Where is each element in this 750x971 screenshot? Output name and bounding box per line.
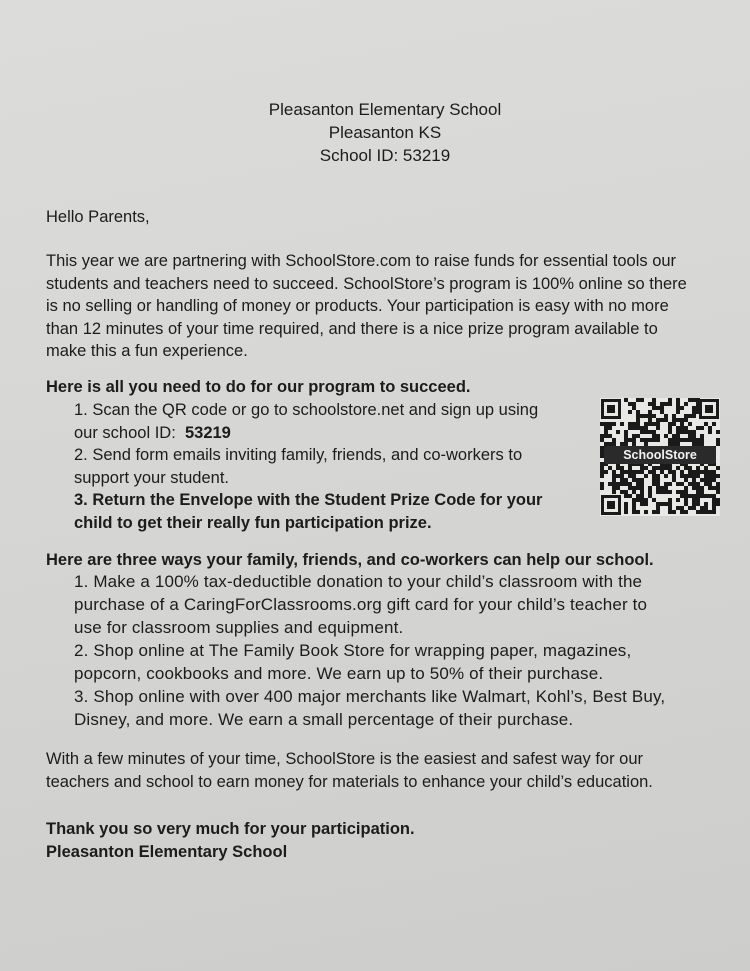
intro-paragraph: [46, 250, 726, 363]
way-line: Disney, and more. We earn a small percentage of their purchase.: [74, 710, 574, 729]
qr-brand-label: SchoolStore: [604, 446, 716, 464]
letter-header: [0, 98, 750, 167]
way-line: 1. Make a 100% tax-deductible donation to your child’s classroom with the: [74, 572, 643, 591]
intro-line: make this a fun experience.: [46, 342, 248, 360]
signature-block: [46, 818, 726, 863]
way-line: 3. Shop online with over 400 major merchants like Walmart, Kohl’s, Best Buy,: [74, 687, 666, 706]
closing-line: teachers and school to earn money for materials to enhance your child’s education.: [46, 772, 653, 791]
intro-line: is no selling or handling of money or products. Your participation is easy with no more: [46, 297, 669, 315]
closing-paragraph: [46, 748, 726, 793]
step-3-line: 3. Return the Envelope with the Student Prize Code for your: [74, 491, 543, 509]
ways-title: Here are three ways your family, friends, and co-workers can help our school.: [46, 551, 654, 569]
steps-list: [74, 399, 594, 534]
step-3-line: child to get their really fun participation prize.: [74, 513, 432, 532]
way-line: popcorn, cookbooks and more. We earn up to 50% of their purchase.: [74, 664, 604, 683]
step-2-line: 2. Send form emails inviting family, friends, and co-workers to: [74, 446, 523, 464]
closing-line: With a few minutes of your time, SchoolStore is the easiest and safest way for our: [46, 750, 644, 768]
step-1-line: [74, 422, 594, 445]
school-location: Pleasanton KS: [328, 123, 442, 142]
intro-line: than 12 minutes of your time required, and there is a nice prize program available to: [46, 319, 658, 338]
way-line: 2. Shop online at The Family Book Store for wrapping paper, magazines,: [74, 641, 632, 660]
school-id: School ID: 53219: [319, 146, 451, 165]
way-line: purchase of a CaringForClassrooms.org gift card for your child’s teacher to: [74, 595, 648, 614]
step-1-line: 1. Scan the QR code or go to schoolstore.net and sign up using: [74, 401, 539, 419]
school-id-value: 53219: [184, 423, 231, 442]
school-name: Pleasanton Elementary School: [268, 100, 502, 119]
ways-list: [74, 570, 744, 731]
greeting: Hello Parents,: [46, 208, 150, 226]
step-2-line: support your student.: [74, 468, 230, 487]
thank-you-line: Thank you so very much for your participation.: [46, 820, 415, 838]
step-1-prefix: our school ID:: [74, 423, 185, 442]
intro-line: This year we are partnering with SchoolStore.com to raise funds for essential tools our: [46, 252, 677, 270]
way-line: use for classroom supplies and equipment.: [74, 618, 404, 637]
signature-school: Pleasanton Elementary School: [46, 842, 288, 861]
qr-code[interactable]: [600, 398, 720, 516]
steps-title: Here is all you need to do for our program to succeed.: [46, 378, 471, 396]
intro-line: students and teachers need to succeed. SchoolStore’s program is 100% online so there: [46, 274, 687, 293]
